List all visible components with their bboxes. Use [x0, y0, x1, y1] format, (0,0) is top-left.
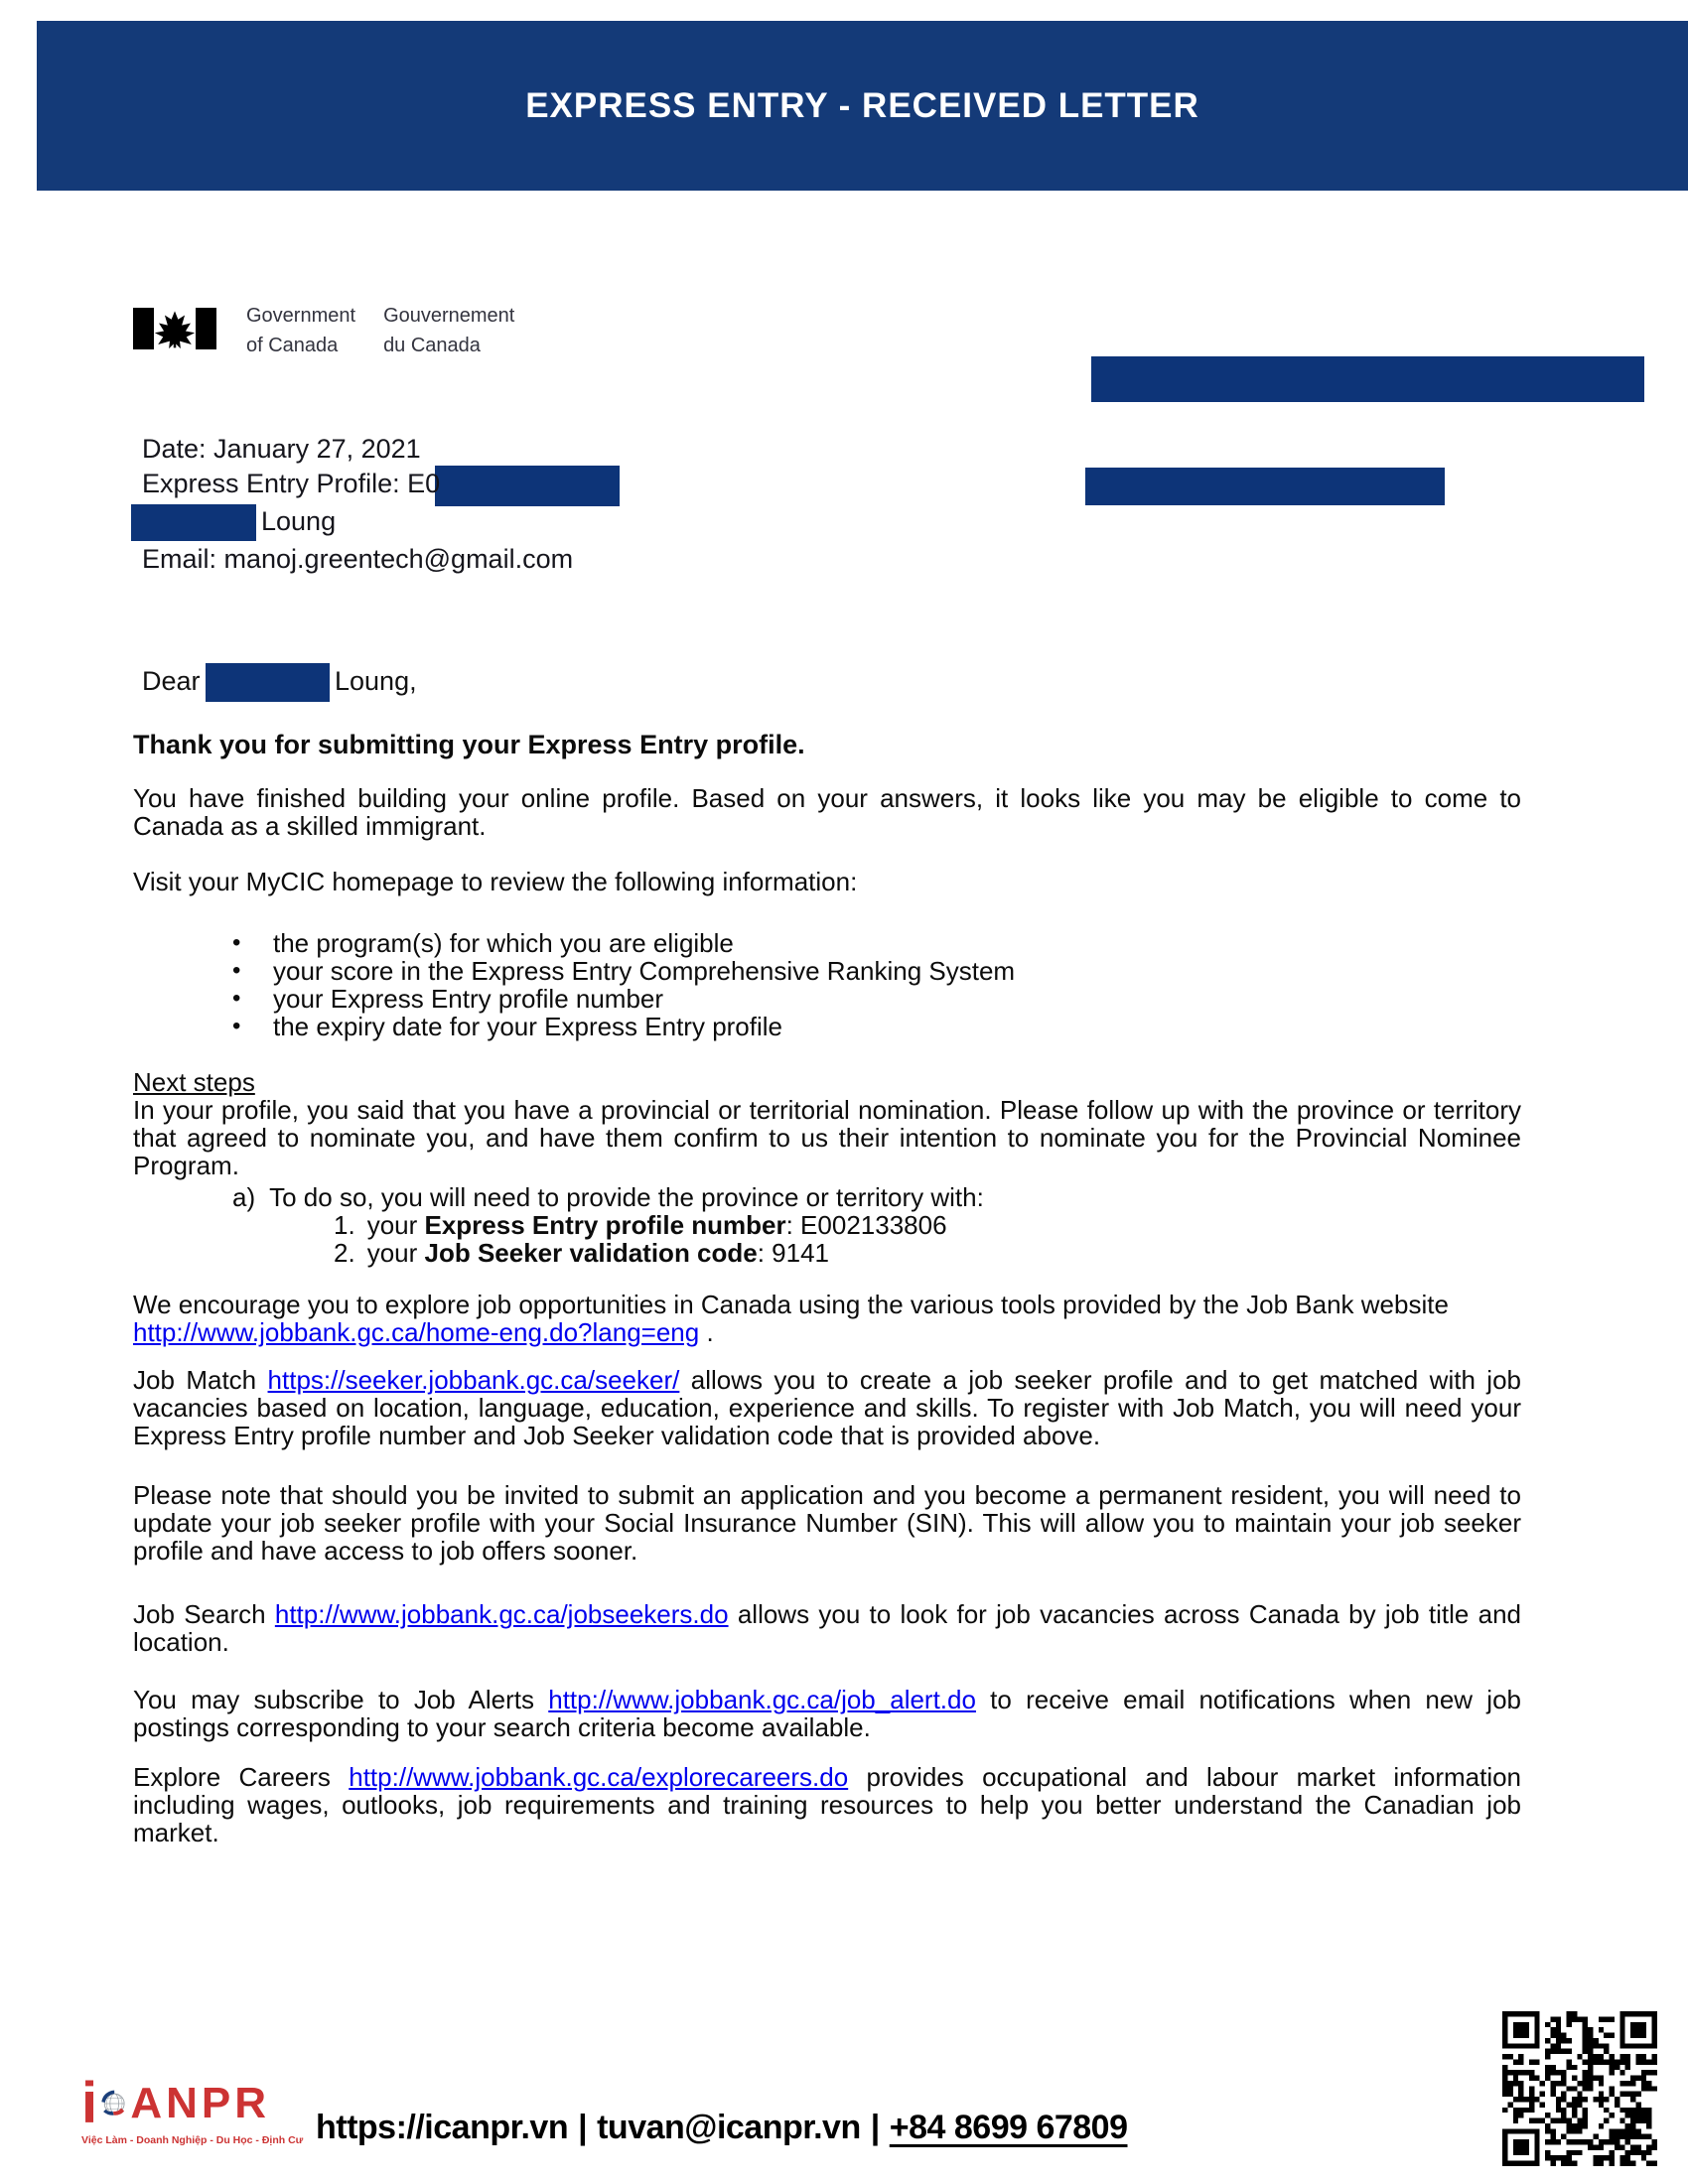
job-bank-period: . — [699, 1317, 714, 1347]
redaction-box-profile-right — [1085, 468, 1445, 505]
list-item: • your Express Entry profile number — [133, 985, 1521, 1013]
list-item-a — [133, 1183, 1521, 1211]
qr-code — [1502, 2011, 1657, 2166]
job-search-link[interactable]: http://www.jobbank.gc.ca/jobseekers.do — [274, 1599, 729, 1629]
thank-you-heading: Thank you for submitting your Express Entry profile. — [133, 730, 805, 759]
paragraph-job-match — [133, 1366, 1521, 1449]
icanpr-logo — [81, 2071, 304, 2146]
validation-code-value: : 9141 — [757, 1238, 830, 1268]
paragraph-job-search — [133, 1600, 1521, 1656]
globe-icon — [99, 2076, 128, 2131]
footer-email[interactable]: tuvan@icanpr.vn — [597, 2109, 861, 2146]
job-match-link[interactable]: https://seeker.jobbank.gc.ca/seeker/ — [267, 1365, 680, 1395]
list-item-2 — [133, 1239, 1521, 1267]
paragraph-explore-careers — [133, 1763, 1521, 1846]
job-alerts-pre: You may subscribe to Job Alerts — [133, 1685, 549, 1714]
job-alerts-link[interactable]: http://www.jobbank.gc.ca/job_alert.do — [548, 1685, 976, 1714]
list-item-a-label: a) — [232, 1182, 256, 1212]
footer-separator: | — [870, 2109, 880, 2146]
paragraph-visit-mycic: Visit your MyCIC homepage to review the following information: — [133, 867, 858, 896]
footer-separator: | — [578, 2109, 588, 2146]
salutation — [142, 666, 417, 706]
redaction-box-dear-name — [206, 663, 330, 702]
brand-letter-i: i — [81, 2071, 98, 2135]
footer-website[interactable]: https://icanpr.vn — [316, 2109, 569, 2146]
paragraph-sin: Please note that should you be invited to submit an application and you become a permanent resident, you will need to update your job seeker profile with your Social Insurance Number (SIN). This will allow you to maintain your job seeker profile and have access to job offers sooner. — [133, 1480, 1521, 1566]
list-item: • the program(s) for which you are eligible — [133, 929, 1521, 957]
paragraph-job-alerts — [133, 1686, 1521, 1741]
page-title: EXPRESS ENTRY - RECEIVED LETTER — [525, 85, 1199, 125]
job-match-pre: Job Match — [133, 1365, 268, 1395]
list-item-2-label: 2. — [334, 1238, 355, 1268]
list-item: • your score in the Express Entry Comprehensive Ranking System — [133, 957, 1521, 985]
paragraph-job-bank: We encourage you to explore job opportunities in Canada using the various tools provided by the Job Bank website — [133, 1290, 1449, 1319]
list-item-a-text: To do so, you will need to provide the province or territory with: — [269, 1182, 984, 1212]
name-line: Loung — [261, 506, 337, 536]
job-match-text: allows you to create a job seeker profile and to get matched with job vacancies based on location, language, education, experience and skills. To register with Job Match, you will need your Express Entry profile number and Job Seeker validation code that is provided above. — [133, 1365, 1522, 1450]
job-search-text: allows you to look for job vacancies across Canada by job title and location. — [133, 1599, 1522, 1657]
list-item-2-pre: your — [366, 1238, 425, 1268]
gov-en-line2: of Canada — [246, 335, 339, 356]
list-item-1-pre: your — [366, 1210, 425, 1240]
profile-number-label: Express Entry profile number — [424, 1210, 786, 1240]
gov-fr-line2: du Canada — [383, 335, 481, 356]
job-alerts-text: to receive email notifications when new job postings corresponding to your search criteria become available. — [133, 1685, 1521, 1742]
redaction-box-profile-number — [435, 466, 620, 506]
gov-en-line1: Government — [246, 305, 356, 327]
redaction-box-first-name — [131, 504, 256, 541]
list-item-1-label: 1. — [334, 1210, 355, 1240]
dear-label: Dear — [142, 666, 201, 696]
next-steps-heading: Next steps — [133, 1067, 255, 1097]
paragraph-profile-finished: You have finished building your online profile. Based on your answers, it looks like you may be eligible to come to Canada as a skilled immigrant. — [133, 783, 1521, 841]
job-bank-link-line — [133, 1318, 1521, 1346]
explore-careers-pre: Explore Careers — [133, 1762, 350, 1792]
gov-fr-line1: Gouvernement — [383, 305, 515, 327]
title-banner — [37, 21, 1688, 191]
validation-code-label: Job Seeker validation code — [424, 1238, 758, 1268]
mycic-bullet-list — [133, 929, 1521, 1040]
explore-careers-link[interactable]: http://www.jobbank.gc.ca/explorecareers.do — [349, 1762, 849, 1792]
footer-phone[interactable]: +84 8699 67809 — [889, 2109, 1128, 2146]
brand-letters-anpr: ANPR — [130, 2079, 270, 2127]
gov-wordmark-fr — [383, 301, 514, 360]
redaction-box-top-right — [1091, 356, 1644, 402]
email-line: Email: manoj.greentech@gmail.com — [142, 544, 574, 574]
profile-number-value: : E002133806 — [785, 1210, 947, 1240]
explore-careers-text: provides occupational and labour market information including wages, outlooks, job requirements and training resources to help you better understand the Canadian job market. — [133, 1762, 1522, 1847]
jobbank-home-link[interactable]: http://www.jobbank.gc.ca/home-eng.do?lang=eng — [133, 1317, 700, 1347]
list-item: • the expiry date for your Express Entry profile — [133, 1013, 1521, 1040]
gov-wordmark-en — [246, 301, 355, 360]
profile-line: Express Entry Profile: E0 — [142, 469, 441, 498]
date-line: Date: January 27, 2021 — [142, 434, 421, 464]
brand-tagline: Việc Làm - Doanh Nghiệp - Du Học - Định Cư — [81, 2134, 304, 2146]
next-steps-paragraph: In your profile, you said that you have a provincial or territorial nomination. Please follow up with the province or territory that agreed to nominate you, and have them confirm to us their intention to nominate you for the Provincial Nominee Program. — [133, 1095, 1521, 1180]
government-of-canada-signature — [133, 301, 514, 360]
canada-flag-icon — [133, 305, 216, 352]
salutation-name: Loung, — [335, 666, 417, 696]
list-item-1 — [133, 1211, 1521, 1239]
job-search-pre: Job Search — [133, 1599, 275, 1629]
footer-contact-line — [316, 2109, 1128, 2147]
